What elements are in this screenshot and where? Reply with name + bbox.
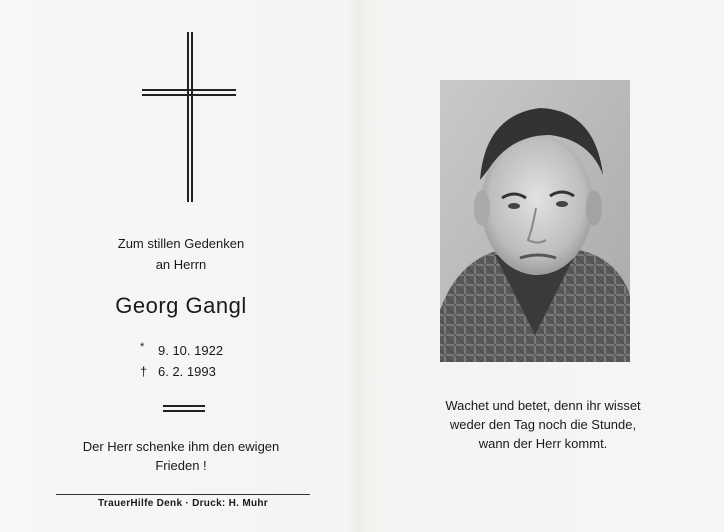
dedication-line-1: Zum stillen Gedenken xyxy=(117,236,245,251)
blessing xyxy=(0,437,362,475)
death-row xyxy=(140,361,223,382)
portrait-photo xyxy=(440,80,630,362)
verse-line-1: Wachet und betet, denn ihr wisset xyxy=(445,398,641,413)
footer-rule xyxy=(56,494,310,495)
deceased-name: Georg Gangl xyxy=(115,293,247,318)
dedication-line-2: an Herrn xyxy=(155,257,207,272)
birth-symbol: * xyxy=(140,341,145,353)
verse-line-2: weder den Tag noch die Stunde, xyxy=(449,417,637,432)
verse-line-3: wann der Herr kommt. xyxy=(478,436,608,451)
bible-verse xyxy=(362,396,724,453)
cross-icon xyxy=(142,32,238,204)
double-rule-divider xyxy=(163,405,205,412)
right-panel xyxy=(362,0,724,532)
birth-date: 9. 10. 1922 xyxy=(158,343,224,358)
birth-row xyxy=(140,340,223,361)
life-dates xyxy=(140,340,223,382)
death-date: 6. 2. 1993 xyxy=(158,364,216,379)
blessing-line-1: Der Herr schenke ihm den ewigen xyxy=(82,439,280,454)
dedication xyxy=(0,233,362,275)
printer-credit: TrauerHilfe Denk · Druck: H. Muhr xyxy=(98,498,268,509)
death-symbol: † xyxy=(140,364,148,379)
blessing-line-2: Frieden ! xyxy=(155,458,207,473)
